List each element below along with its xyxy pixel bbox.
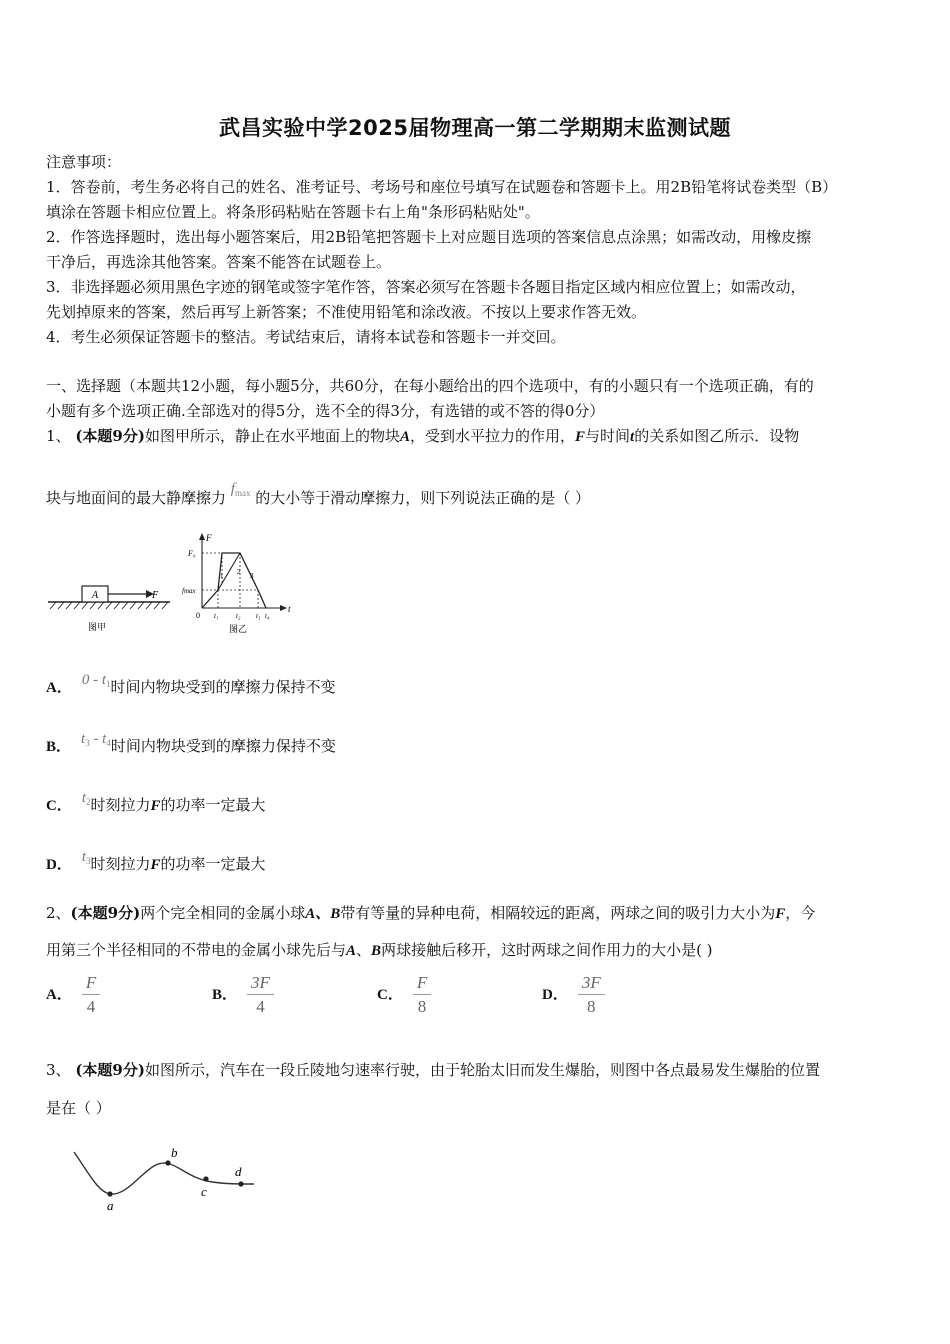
- page-title: 武昌实验中学2025届物理高一第二学期期末监测试题: [219, 116, 731, 140]
- road-curve: [74, 1152, 254, 1194]
- q2-option-a[interactable]: A． $\frac{F}{4}$: [46, 974, 100, 1016]
- point-a: [107, 1191, 112, 1196]
- fraction: $\frac{F}{4}$: [82, 974, 100, 1016]
- q3-road-figure: [66, 1140, 266, 1220]
- fraction: $\frac{F}{8}$: [413, 974, 431, 1016]
- fmax-label: fmax: [182, 587, 196, 595]
- q2-option-b[interactable]: B． $\frac{3F}{4}$: [212, 974, 274, 1016]
- q2-line-2: 用第三个半径相同的不带电的金属小球先后与A、B两球接触后移开，这时两球之间作用力的大小是( ): [46, 941, 713, 959]
- t2-label: t₂: [236, 612, 241, 620]
- point-b: [165, 1160, 170, 1165]
- notice-line-6: 先划掉原来的答案，然后再写上新答案；不准使用铅笔和涂改液。不按以上要求作答无效。: [46, 303, 647, 321]
- f0-label: F₀: [188, 549, 196, 558]
- q2-option-d[interactable]: D． $\frac{3F}{8}$: [542, 974, 605, 1016]
- q2-line-1: 2、(本题9分)两个完全相同的金属小球A、B带有等量的异种电荷，相隔较远的距离，两球之间的吸引力大小为F，今: [46, 904, 816, 922]
- notice-line-4: 干净后，再选涂其他答案。答案不能答在试题卷上。: [46, 253, 392, 271]
- point-c: [203, 1176, 208, 1181]
- x-axis-label: t: [288, 604, 291, 614]
- q1-option-d[interactable]: D． $t_3$时刻拉力F的功率一定最大: [46, 849, 266, 873]
- fmax-symbol: $f_{max}$: [230, 481, 251, 498]
- q1-option-c[interactable]: C． $t_2$时刻拉力F的功率一定最大: [46, 790, 266, 814]
- q1-option-a[interactable]: A． $0 - t_1$时间内物块受到的摩擦力保持不变: [46, 672, 336, 696]
- q1-option-b[interactable]: B． $t_3 - t_4$时间内物块受到的摩擦力保持不变: [46, 731, 336, 755]
- right-caption: 图乙: [229, 625, 248, 635]
- notice-line-7: 4．考生必须保证答题卡的整洁。考试结束后，请将本试卷和答题卡一并交回。: [46, 328, 566, 346]
- region-3: 3: [250, 572, 254, 580]
- x-arrow: [280, 605, 287, 611]
- q1-line-2: 块与地面间的最大静摩擦力 $f_{max}$ 的大小等于滑动摩擦力，则下列说法正确的是（ ）: [46, 481, 591, 507]
- q2-option-c[interactable]: C． $\frac{F}{8}$: [377, 974, 431, 1016]
- y-arrow: [199, 533, 205, 540]
- q3-line-1: 3、 (本题9分)如图所示，汽车在一段丘陵地匀速率行驶，由于轮胎太旧而发生爆胎，则图中各点最易发生爆胎的位置: [46, 1061, 820, 1079]
- block-label: A: [92, 590, 99, 601]
- t3-label: t₃: [256, 612, 261, 620]
- point-d: [238, 1181, 243, 1186]
- point-c-label: c: [201, 1184, 207, 1199]
- point-a-label: a: [107, 1198, 114, 1213]
- notice-line-5: 3．非选择题必须用黑色字迹的钢笔或签字笔作答，答案必须写在答题卡各题目指定区域内相应位置上；如需改动，: [46, 278, 806, 296]
- notice-heading: 注意事项：: [46, 153, 122, 171]
- region-2: 2: [237, 568, 241, 576]
- origin-label: 0: [196, 611, 200, 620]
- t1-label: t₁: [214, 612, 219, 620]
- left-caption: 图甲: [88, 623, 107, 633]
- fraction: $\frac{3F}{8}$: [578, 974, 605, 1016]
- force-curve: [202, 553, 266, 608]
- region-1: 1: [220, 572, 224, 580]
- q3-line-2: 是在（ ）: [46, 1099, 111, 1117]
- ground-hatch: [50, 602, 168, 609]
- q1-line-1: 1、 (本题9分)如图甲所示，静止在水平地面上的物块A，受到水平拉力的作用，F与时间t的关系如图乙所示．设物: [46, 427, 800, 445]
- section-line-2: 小题有多个选项正确.全部选对的得5分，选不全的得3分，有选错的或不答的得0分）: [46, 402, 605, 420]
- point-d-label: d: [235, 1164, 242, 1179]
- force-label: F: [152, 590, 159, 601]
- section-line-1: 一、选择题（本题共12小题，每小题5分，共60分，在每小题给出的四个选项中，有的小题只有一个选项正确，有的: [46, 377, 814, 395]
- q1-figure: [44, 530, 304, 642]
- t4-label: t₄: [265, 612, 270, 620]
- y-axis-label: F: [206, 533, 212, 543]
- guide-lines: [202, 553, 258, 608]
- point-b-label: b: [171, 1145, 178, 1160]
- fraction: $\frac{3F}{4}$: [247, 974, 274, 1016]
- notice-line-1: 1．答卷前，考生务必将自己的姓名、准考证号、考场号和座位号填写在试题卷和答题卡上。用2B铅笔将试卷类型（B）: [46, 178, 838, 196]
- notice-line-3: 2．作答选择题时，选出每小题答案后，用2B铅笔把答题卡上对应题目选项的答案信息点涂黑；如需改动，用橡皮擦: [46, 228, 812, 246]
- notice-line-2: 填涂在答题卡相应位置上。将条形码粘贴在答题卡右上角"条形码粘贴处"。: [46, 203, 540, 221]
